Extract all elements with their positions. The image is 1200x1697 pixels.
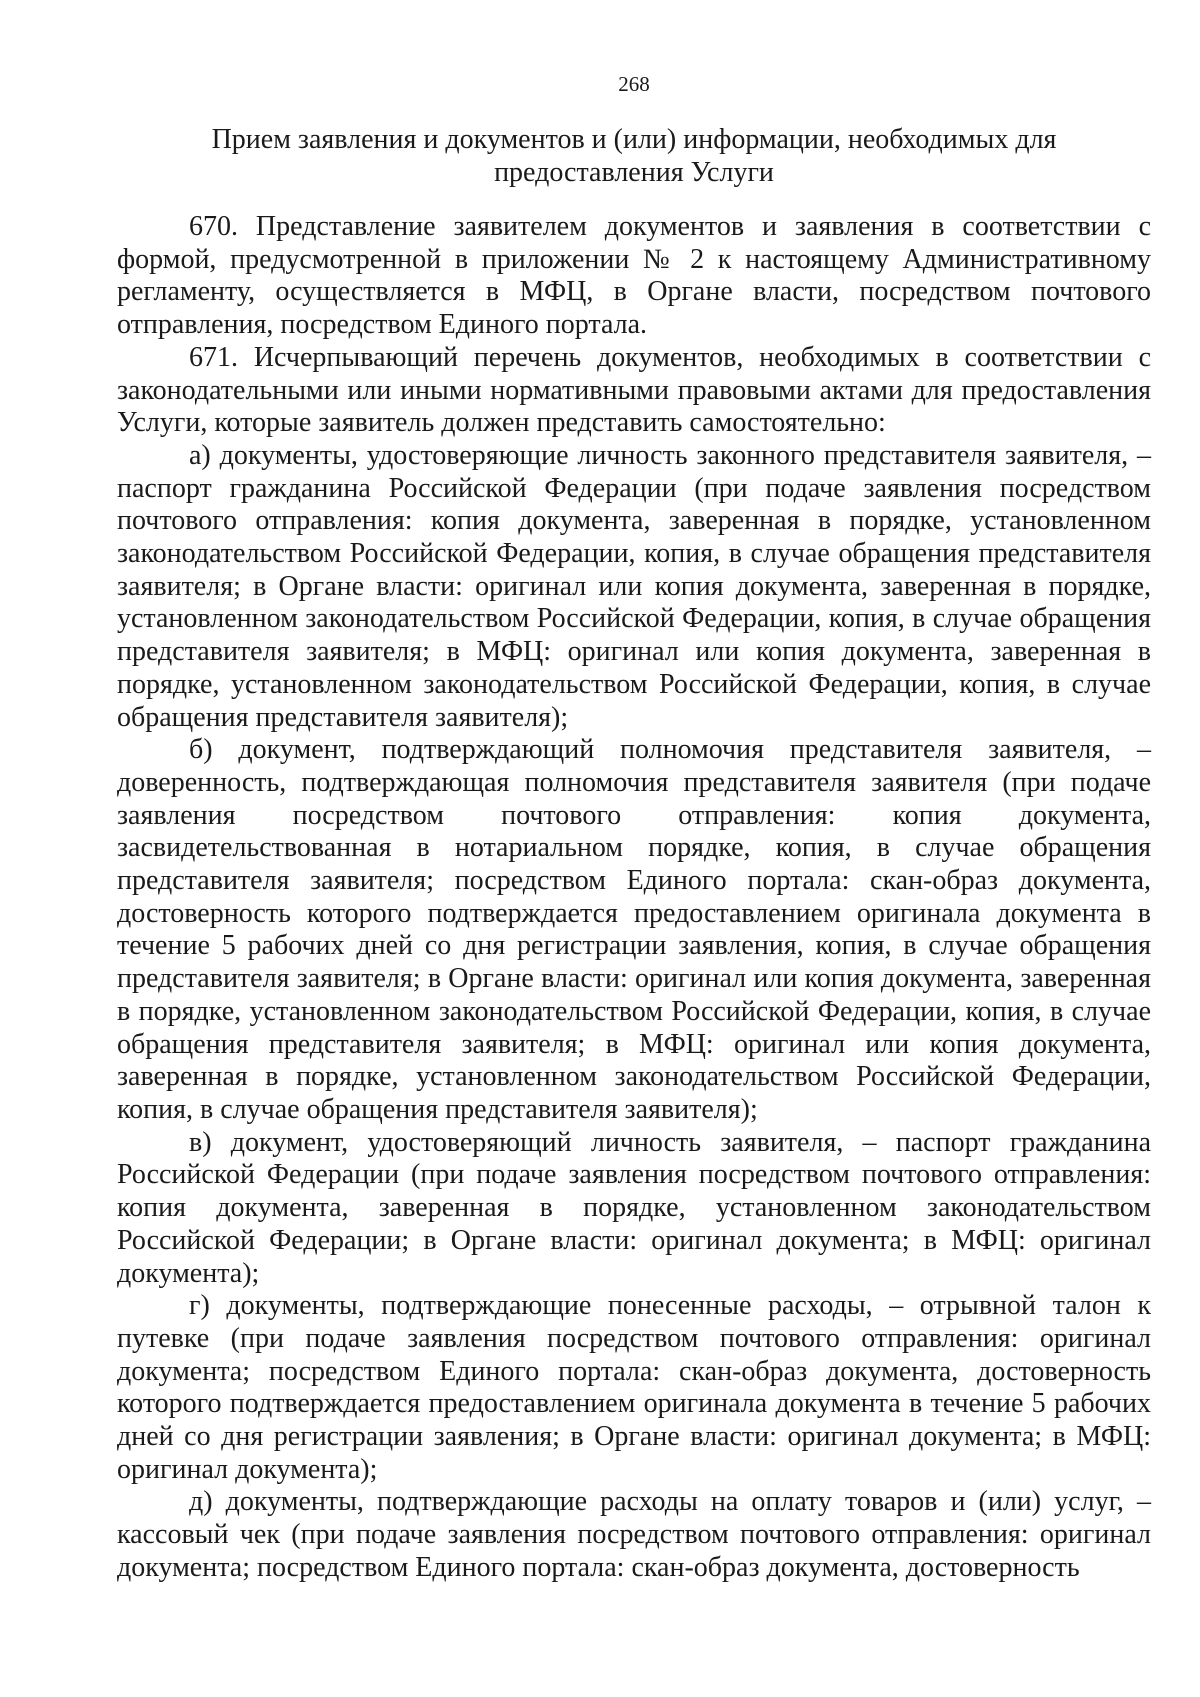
list-item-d: д) документы, подтверждающие расходы на оплату товаров и (или) услуг, – кассовый чек (при подаче заявления посредством почтового отправления: оригинал документа; посредством Единого портала: скан-образ документа, достоверность <box>117 1486 1151 1583</box>
section-title-line-1: Прием заявления и документов и (или) информации, необходимых для <box>211 124 1057 155</box>
paragraph-670: 670. Представление заявителем документов и заявления в соответствии с формой, предусмотренной в приложении № 2 к настоящему Административному регламенту, осуществляется в МФЦ, в Органе власти, посредством почтового отправления, посредством Единого портала. <box>117 211 1151 341</box>
section-title-line-2: предоставления Услуги <box>494 156 774 188</box>
section-title <box>117 124 1151 189</box>
paragraph-671: 671. Исчерпывающий перечень документов, необходимых в соответствии с законодательными или иными нормативными правовыми актами для предоставления Услуги, которые заявитель должен представить самостоятельно: <box>117 341 1151 439</box>
document-body <box>117 211 1151 1585</box>
list-item-v: в) документ, удостоверяющий личность заявителя, – паспорт гражданина Российской Федерации (при подаче заявления посредством почтового отправления: копия документа, заверенная в порядке, установленном законодательством Российской Федерации; в Органе власти: оригинал документа; в МФЦ: оригинал документа); <box>117 1126 1151 1289</box>
list-item-a: а) документы, удостоверяющие личность законного представителя заявителя, – паспорт гражданина Российской Федерации (при подаче заявления посредством почтового отправления: копия документа, заверенная в порядке, установленном законодательством Российской Федерации, копия, в случае обращения представителя заявителя; в Органе власти: оригинал или копия документа, заверенная в порядке, установленном законодательством Российской Федерации, копия, в случае обращения представителя заявителя; в МФЦ: оригинал или копия документа, заверенная в порядке, установленном законодательством Российской Федерации, копия, в случае обращения представителя заявителя); <box>117 439 1151 733</box>
list-item-b: б) документ, подтверждающий полномочия представителя заявителя, – доверенность, подтверждающая полномочия представителя заявителя (при подаче заявления посредством почтового отправления: копия документа, засвидетельствованная в нотариальном порядке, копия, в случае обращения представителя заявителя; посредством Единого портала: скан-образ документа, достоверность которого подтверждается предоставлением оригинала документа в течение 5 рабочих дней со дня регистрации заявления, копия, в случае обращения представителя заявителя; в Органе власти: оригинал или копия документа, заверенная в порядке, установленном законодательством Российской Федерации, копия, в случае обращения представителя заявителя; в МФЦ: оригинал или копия документа, заверенная в порядке, установленном законодательством Российской Федерации, копия, в случае обращения представителя заявителя); <box>117 734 1151 1125</box>
page-number: 268 <box>618 72 650 96</box>
list-item-g: г) документы, подтверждающие понесенные расходы, – отрывной талон к путевке (при подаче заявления посредством почтового отправления: оригинал документа; посредством Единого портала: скан-образ документа, достоверность которого подтверждается предоставлением оригинала документа в течение 5 рабочих дней со дня регистрации заявления; в Органе власти: оригинал документа; в МФЦ: оригинал документа); <box>117 1290 1151 1485</box>
